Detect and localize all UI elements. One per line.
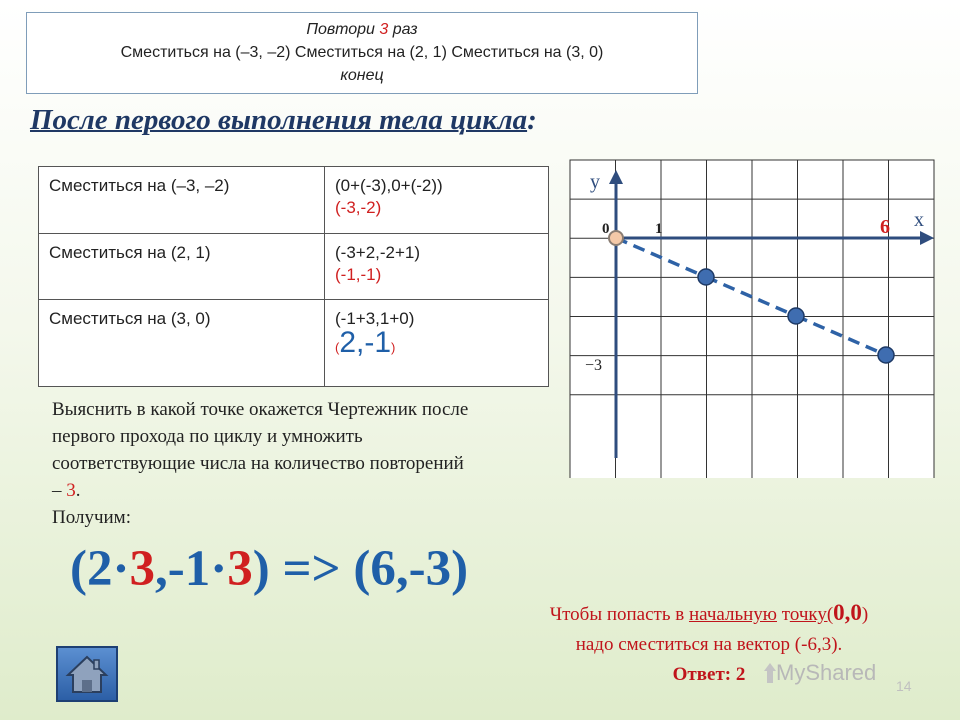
table-row	[39, 167, 549, 234]
formula-mid: ,-1·	[155, 541, 228, 597]
algorithm-box	[26, 12, 698, 94]
origin-point	[609, 231, 623, 245]
hint-text-a: Чтобы попасть в	[549, 604, 689, 625]
repeat-suffix: раз	[388, 21, 418, 38]
explanation-result-label: Получим:	[52, 507, 131, 528]
table-row	[39, 234, 549, 300]
origin-label: 0	[602, 221, 610, 237]
algorithm-end: конец	[340, 67, 384, 84]
formula-multiplier-1: 3	[129, 541, 155, 597]
calc-result-final	[335, 326, 538, 359]
explanation-text	[52, 396, 472, 531]
hint-underlined-2: очку(	[789, 604, 834, 625]
algorithm-body: Сместиться на (–3, –2) Сместиться на (2, 1) Сместиться на (3, 0)	[120, 44, 604, 61]
x-axis-label: x	[914, 209, 924, 231]
calc-expression: (0+(-3),0+(-2))	[335, 176, 443, 195]
hint-text-c: )	[861, 604, 869, 625]
heading-text: После первого выполнения тела цикла	[30, 104, 528, 136]
home-button[interactable]	[56, 646, 118, 702]
coordinate-grid	[560, 158, 940, 478]
calc-result: (-3,-2)	[335, 198, 382, 217]
table-row	[39, 300, 549, 387]
hint-underlined-1: начальную	[688, 604, 777, 625]
explanation-count: 3	[66, 480, 76, 501]
calc-result: (-1,-1)	[335, 265, 382, 284]
command-cell: Сместиться на (–3, –2)	[39, 167, 325, 234]
result-formula	[70, 540, 468, 598]
path-point	[698, 269, 714, 285]
result-value: 2,-1	[339, 326, 392, 359]
command-cell: Сместиться на (3, 0)	[39, 300, 325, 387]
command-cell: Сместиться на (2, 1)	[39, 234, 325, 300]
grid-svg	[560, 158, 940, 478]
explanation-dot: .	[75, 480, 81, 501]
y-axis-label: y	[590, 171, 600, 193]
result-close-paren: )	[391, 340, 396, 355]
y-tick-minus3: −3	[585, 357, 603, 374]
calc-cell	[325, 234, 549, 300]
calc-cell	[325, 300, 549, 387]
x-tick-6: 6	[880, 216, 890, 238]
algorithm-header	[27, 18, 697, 41]
path-point	[878, 347, 894, 363]
x-tick-1: 1	[655, 221, 663, 237]
hint-origin: 0,0	[833, 600, 862, 625]
calc-expression: (-3+2,-2+1)	[335, 243, 421, 262]
steps-table	[38, 166, 549, 387]
heading-colon: :	[527, 104, 537, 136]
watermark: MyShared	[776, 660, 877, 685]
hint-text-b: т	[777, 604, 790, 625]
path-point	[788, 308, 804, 324]
formula-multiplier-2: 3	[227, 541, 253, 597]
page-number: 14	[896, 678, 912, 694]
slide-heading	[30, 104, 537, 137]
grid-lines	[570, 160, 934, 478]
formula-close: ) => (6,-3)	[252, 541, 469, 597]
explanation-body: Выяснить в какой точке окажется Чертежник после первого прохода по циклу и умножить соответствующие числа на количество повторений –	[52, 399, 469, 501]
hint-line-2: надо сместиться на вектор (-6,3).	[575, 634, 843, 655]
calc-expression: (-1+3,1+0)	[335, 309, 415, 328]
hint-line-1	[474, 598, 944, 630]
home-icon	[58, 648, 116, 700]
answer: Ответ: 2	[672, 664, 746, 685]
formula-open: (2·	[70, 541, 130, 597]
repeat-prefix: Повтори	[306, 21, 380, 38]
repeat-count: 3	[379, 21, 389, 38]
calc-cell	[325, 167, 549, 234]
result-open-paren: (	[335, 340, 340, 355]
